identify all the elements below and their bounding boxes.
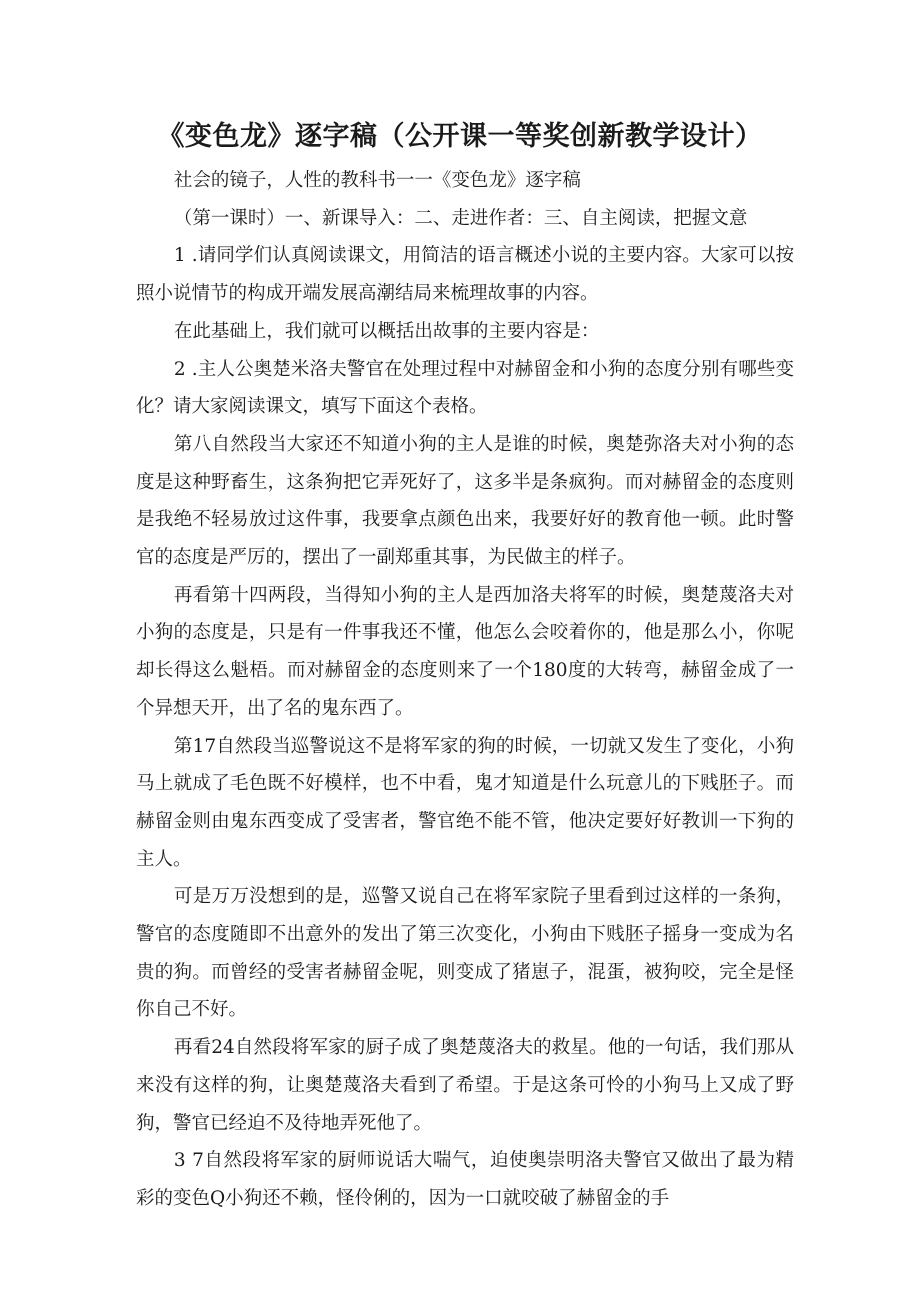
document-body — [136, 162, 794, 1218]
paragraph-question-1: 1 .请同学们认真阅读课文，用简洁的语言概述小说的主要内容。大家可以按照小说情节的构成开端发展高潮结局来梳理故事的内容。 — [136, 245, 794, 305]
paragraph-section-37: 3 7自然段将军家的厨师说话大喘气，迫使奥崇明洛夫警官又做出了最为精彩的变色Q小狗还不赖，怪伶俐的，因为一口就咬破了赫留金的手 — [136, 1150, 794, 1209]
paragraph-subtitle: 社会的镜子，人性的教科书一一《变色龙》逐字稿 — [173, 170, 581, 191]
document-title: 《变色龙》逐字稿（公开课一等奖创新教学设计） — [157, 121, 763, 152]
paragraph-section-17: 第17自然段当巡警说这不是将军家的狗的时候，一切就又发生了变化，小狗马上就成了毛色既不好模样，也不中看，鬼才知道是什么玩意儿的下贱胚子。而赫留金则由鬼东西变成了受害者，警官绝不能不管，他决定要好好教训一下狗的主人。 — [136, 735, 794, 870]
paragraph-question-2: 2 .主人公奥楚米洛夫警官在处理过程中对赫留金和小狗的态度分别有哪些变化？请大家阅读课文，填写下面这个表格。 — [136, 358, 794, 418]
paragraph-section-8: 第八自然段当大家还不知道小狗的主人是谁的时候，奥楚弥洛夫对小狗的态度是这种野畜生，这条狗把它弄死好了，这多半是条疯狗。而对赫留金的态度则是我绝不轻易放过这件事，我要拿点颜色出来，我要好好的教育他一顿。此时警官的态度是严厉的，摆出了一副郑重其事，为民做主的样子。 — [136, 433, 794, 569]
paragraph-section-24: 再看24自然段将军家的厨子成了奥楚蔑洛夫的救星。他的一句话，我们那从来没有这样的狗，让奥楚蔑洛夫看到了希望。于是这条可怜的小狗马上又成了野狗，警官已经迫不及待地弄死他了。 — [136, 1037, 794, 1134]
paragraph-lesson-outline: （第一课时）一、新课导入：二、走进作者：三、自主阅读，把握文意 — [173, 207, 748, 229]
paragraph-summary-intro: 在此基础上，我们就可以概括出故事的主要内容是： — [173, 320, 600, 342]
paragraph-section-14: 再看第十四两段，当得知小狗的主人是西加洛夫将军的时候，奥楚蔑洛夫对小狗的态度是，只是有一件事我还不懂，他怎么会咬着你的，他是那么小，你呢却长得这么魁梧。而对赫留金的态度则来了一个180度的大转弯，赫留金成了一个异想天开，出了名的鬼东西了。 — [136, 584, 794, 719]
paragraph-third-change: 可是万万没想到的是，巡警又说自己在将军家院子里看到过这样的一条狗，警官的态度随即不出意外的发出了第三次变化，小狗由下贱胚子摇身一变成为名贵的狗。而曾经的受害者赫留金呢，则变成了猪崽子，混蛋，被狗咬，完全是怪你自己不好。 — [136, 886, 794, 1021]
